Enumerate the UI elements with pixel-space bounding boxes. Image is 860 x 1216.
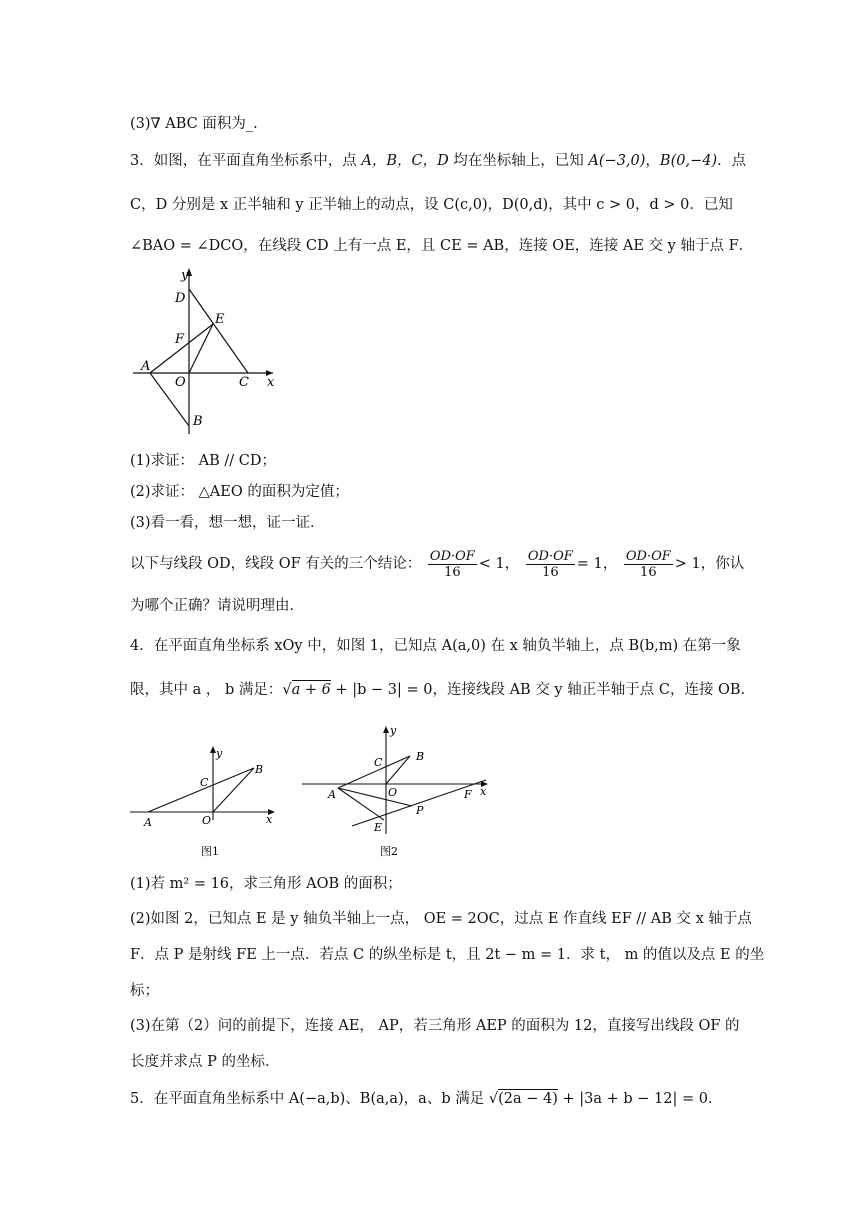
label-E: E <box>374 821 383 834</box>
q4-part1: (1)若 m² = 16，求三角形 AOB 的面积； <box>130 876 402 892</box>
line-EF <box>352 780 486 826</box>
q4-part2-line3: 标； <box>130 983 159 999</box>
q3-part2: (2)求证： △AEO 的面积为定值； <box>130 484 349 500</box>
q4-part3-line2: 长度并求点 P 的坐标． <box>130 1054 280 1070</box>
q3-figure <box>125 262 285 440</box>
y-axis-arrow <box>383 726 389 733</box>
segment-OB <box>386 756 410 784</box>
label-x: x <box>267 375 275 390</box>
q4-figure-2 <box>300 720 496 860</box>
q3-conclusions: 以下与线段 OD，线段 OF 有关的三个结论： $\frac{OD\cdot OF}{16}$ < 1， $\frac{OD\cdot OF}{16}$ = 1， $\frac{OD\cdot OF}{16}$ > 1，你认 <box>130 548 745 580</box>
label-A: A <box>144 816 152 829</box>
label-D: D <box>175 291 186 306</box>
label-B: B <box>193 414 203 429</box>
figure-2-caption: 图2 <box>380 845 398 858</box>
q5-line1: 5．在平面直角坐标系中 A(−a,b)、B(a,a)，a、b 满足 √(2a − 4) + |3a + b − 12| = 0． <box>130 1091 723 1107</box>
label-F: F <box>175 332 185 347</box>
label-F: F <box>464 788 472 801</box>
fraction-2: $\frac{OD\cdot OF}{16}$ <box>527 548 573 580</box>
label-x: x <box>480 785 487 798</box>
q4-line2: 限，其中 a ， b 满足：√a + 6 + |b − 3| = 0，连接线段 AB 交 y 轴正半轴于点 C，连接 OB． <box>130 682 756 698</box>
label-A: A <box>328 788 336 801</box>
label-C: C <box>239 375 249 390</box>
fraction-1: $\frac{OD\cdot OF}{16}$ <box>429 548 475 580</box>
segment-AP <box>338 788 412 806</box>
figure-1-caption: 图1 <box>201 845 219 858</box>
q3-line3: ∠BAO = ∠DCO，在线段 CD 上有一点 E，且 CE = AB，连接 OE，连接 AE 交 y 轴于点 F． <box>130 238 754 254</box>
q4-part2-line2: F．点 P 是射线 FE 上一点．若点 C 的纵坐标是 t，且 2t − m = 1．求 t， m 的值以及点 E 的坐 <box>130 947 765 963</box>
segment-AB <box>148 768 254 812</box>
q3-line1: 3．如图，在平面直角坐标系中，点 A，B，C，D 均在坐标轴上，已知 A(−3,0)，B(0,−4)．点 <box>130 153 747 169</box>
label-y: y <box>181 268 189 283</box>
label-O: O <box>388 786 398 799</box>
label-O: O <box>202 814 212 827</box>
q3-line2: C，D 分别是 x 正半轴和 y 正半轴上的动点，设 C(c,0)，D(0,d)，其中 c > 0，d > 0．已知 <box>130 197 733 213</box>
q4-part3-line1: (3)在第（2）问的前提下，连接 AE， AP，若三角形 AEP 的面积为 12，直接写出线段 OF 的 <box>130 1018 740 1034</box>
label-C: C <box>374 756 383 769</box>
segment-OB <box>213 768 254 812</box>
q4-line1: 4．在平面直角坐标系 xOy 中，如图 1，已知点 A(a,0) 在 x 轴负半轴上，点 B(b,m) 在第一象 <box>130 638 741 654</box>
label-C: C <box>200 776 209 789</box>
q3-part3: (3)看一看，想一想，证一证． <box>130 515 325 531</box>
q2-part3: (3)∇ ABC 面积为_. <box>130 116 258 132</box>
label-y: y <box>216 747 223 760</box>
segment-DC <box>189 289 248 373</box>
fraction-3: $\frac{OD\cdot OF}{16}$ <box>625 548 671 580</box>
label-O: O <box>175 375 186 390</box>
q3-part1: (1)求证： AB // CD； <box>130 453 276 469</box>
label-P: P <box>416 804 424 817</box>
label-E: E <box>215 312 225 327</box>
label-y: y <box>390 724 397 737</box>
segment-AE <box>338 788 384 820</box>
label-B: B <box>416 750 425 763</box>
q3-part3-end: 为哪个正确？请说明理由． <box>130 598 304 614</box>
q4-figure-1 <box>128 742 280 860</box>
label-A: A <box>141 359 151 374</box>
segment-OE <box>189 324 213 373</box>
label-x: x <box>266 813 273 826</box>
q4-part2-line1: (2)如图 2，已知点 E 是 y 轴负半轴上一点， OE = 2OC，过点 E 作直线 EF // AB 交 x 轴于点 <box>130 911 752 927</box>
label-B: B <box>255 763 264 776</box>
